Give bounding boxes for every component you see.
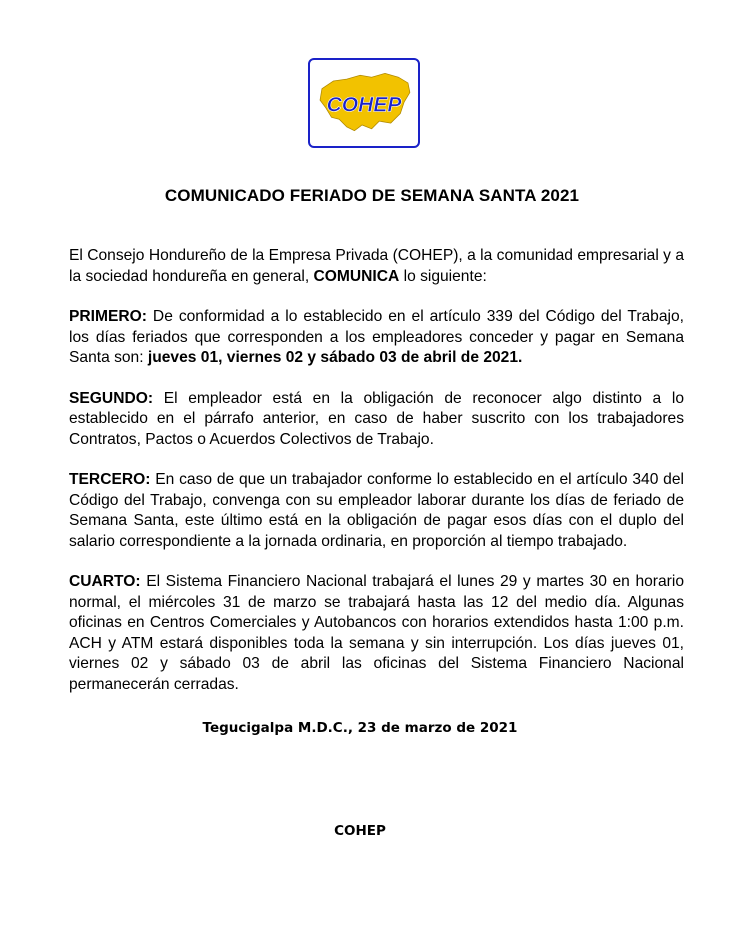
cuarto-heading: CUARTO: bbox=[69, 573, 141, 590]
logo-text: COHEP bbox=[326, 93, 402, 117]
intro-strong: COMUNICA bbox=[313, 267, 400, 285]
tercero-text: En caso de que un trabajador conforme lo establecido en el artículo 340 del Código del Trabajo, convenga con su empleador laborar durante los días de feriado de Semana Santa, este último está en la obligación de pagar esos días con el duplo del salario correspondiente a la jornada ordinaria, en proporción al tiempo trabajado. bbox=[69, 471, 684, 550]
primero-paragraph bbox=[69, 307, 684, 369]
tercero-heading: TERCERO: bbox=[69, 471, 151, 488]
signature: COHEP bbox=[334, 823, 386, 839]
primero-dates: jueves 01, viernes 02 y sábado 03 de abril de 2021. bbox=[147, 349, 523, 366]
communique-body bbox=[69, 246, 684, 715]
segundo-text: El empleador está en la obligación de reconocer algo distinto a lo establecido en el párrafo anterior, en caso de haber suscrito con los trabajadores Contratos, Pactos o Acuerdos Colectivos de Trabajo. bbox=[69, 389, 684, 448]
cohep-logo bbox=[308, 58, 420, 148]
cuarto-paragraph bbox=[69, 572, 684, 695]
segundo-paragraph bbox=[69, 389, 684, 451]
intro-text: El Consejo Hondureño de la Empresa Privada (COHEP), a la comunidad empresarial y a la sociedad hondureña en general, bbox=[69, 247, 684, 285]
primero-text: De conformidad a lo establecido en el artículo 339 del Código del Trabajo, los días feriados que corresponden a los empleadores conceder y pagar en Semana Santa son: bbox=[69, 308, 684, 366]
cuarto-text: El Sistema Financiero Nacional trabajará el lunes 29 y martes 30 en horario normal, el miércoles 31 de marzo se trabajará hasta las 12 del medio día. Algunas oficinas en Centros Comerciales y Autobancos con horarios extendidos hasta 1:00 p.m. ACH y ATM estará disponibles toda la semana y sin interrupción. Los días jueves 01, viernes 02 y sábado 03 de abril las oficinas del Sistema Financiero Nacional permanecerán cerradas. bbox=[69, 573, 684, 693]
page-title: COMUNICADO FERIADO DE SEMANA SANTA 2021 bbox=[164, 186, 580, 205]
honduras-map-logo-icon bbox=[310, 60, 418, 146]
segundo-heading: SEGUNDO: bbox=[69, 389, 154, 407]
tercero-paragraph bbox=[69, 470, 684, 552]
place-and-date: Tegucigalpa M.D.C., 23 de marzo de 2021 bbox=[202, 720, 518, 736]
primero-heading: PRIMERO: bbox=[69, 308, 147, 325]
intro-text-end: lo siguiente: bbox=[399, 267, 487, 285]
intro-paragraph bbox=[69, 246, 684, 287]
